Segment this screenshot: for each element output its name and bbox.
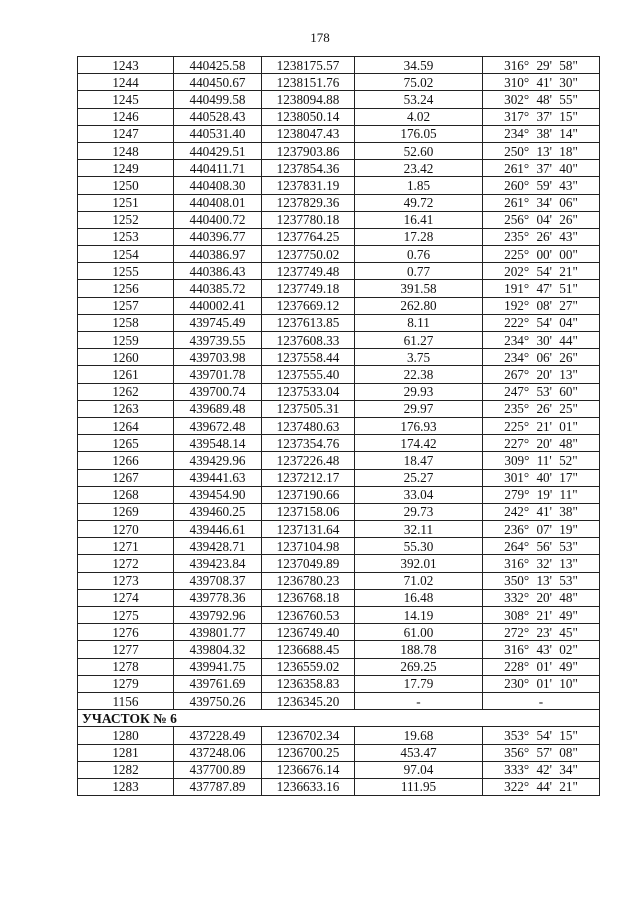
point-number-cell: 1278 (78, 658, 174, 675)
y-coordinate-cell: 1236358.83 (262, 675, 355, 692)
x-coordinate-cell: 439761.69 (174, 675, 262, 692)
distance-cell: 0.77 (355, 263, 483, 280)
y-coordinate-cell: 1238047.43 (262, 125, 355, 142)
table-row (78, 503, 600, 520)
x-coordinate-cell: 437248.06 (174, 744, 262, 761)
x-coordinate-cell: 439941.75 (174, 658, 262, 675)
point-number-cell: 1245 (78, 91, 174, 108)
x-coordinate-cell: 439423.84 (174, 555, 262, 572)
x-coordinate-cell: 440386.43 (174, 263, 262, 280)
y-coordinate-cell: 1237613.85 (262, 314, 355, 331)
direction-angle-cell: 332° 20' 48" (483, 589, 600, 606)
table-row (78, 778, 600, 795)
direction-angle-cell: 242° 41' 38" (483, 503, 600, 520)
y-coordinate-cell: 1236749.40 (262, 624, 355, 641)
direction-angle-cell: 202° 54' 21" (483, 263, 600, 280)
table-row (78, 194, 600, 211)
direction-angle-cell: 228° 01' 49" (483, 658, 600, 675)
point-number-cell: 1283 (78, 778, 174, 795)
distance-cell: 55.30 (355, 538, 483, 555)
y-coordinate-cell: 1237831.19 (262, 177, 355, 194)
table-row (78, 692, 600, 709)
direction-angle-cell: 225° 00' 00" (483, 246, 600, 263)
y-coordinate-cell: 1237226.48 (262, 452, 355, 469)
point-number-cell: 1254 (78, 246, 174, 263)
distance-cell: 176.05 (355, 125, 483, 142)
distance-cell: 17.28 (355, 228, 483, 245)
x-coordinate-cell: 439700.74 (174, 383, 262, 400)
x-coordinate-cell: 440408.01 (174, 194, 262, 211)
point-number-cell: 1248 (78, 142, 174, 159)
table-row (78, 435, 600, 452)
distance-cell: 14.19 (355, 607, 483, 624)
table-row (78, 280, 600, 297)
table-row (78, 641, 600, 658)
distance-cell: 16.48 (355, 589, 483, 606)
y-coordinate-cell: 1236700.25 (262, 744, 355, 761)
y-coordinate-cell: 1237558.44 (262, 349, 355, 366)
point-number-cell: 1282 (78, 761, 174, 778)
direction-angle-cell: 234° 38' 14" (483, 125, 600, 142)
direction-angle-cell: 316° 32' 13" (483, 555, 600, 572)
direction-angle-cell: 316° 43' 02" (483, 641, 600, 658)
y-coordinate-cell: 1237354.76 (262, 435, 355, 452)
direction-angle-cell: 264° 56' 53" (483, 538, 600, 555)
distance-cell: 23.42 (355, 160, 483, 177)
table-row (78, 555, 600, 572)
distance-cell: 17.79 (355, 675, 483, 692)
direction-angle-cell: 272° 23' 45" (483, 624, 600, 641)
x-coordinate-cell: 439801.77 (174, 624, 262, 641)
distance-cell: 19.68 (355, 727, 483, 744)
y-coordinate-cell: 1236633.16 (262, 778, 355, 795)
distance-cell: 391.58 (355, 280, 483, 297)
y-coordinate-cell: 1237190.66 (262, 486, 355, 503)
table-row (78, 177, 600, 194)
direction-angle-cell: 234° 30' 44" (483, 332, 600, 349)
x-coordinate-cell: 439804.32 (174, 641, 262, 658)
x-coordinate-cell: 439750.26 (174, 692, 262, 709)
table-row (78, 400, 600, 417)
distance-cell: 52.60 (355, 142, 483, 159)
point-number-cell: 1261 (78, 366, 174, 383)
table-row (78, 125, 600, 142)
x-coordinate-cell: 440425.58 (174, 57, 262, 74)
y-coordinate-cell: 1237829.36 (262, 194, 355, 211)
distance-cell: 174.42 (355, 435, 483, 452)
section-title: УЧАСТОК № 6 (78, 710, 600, 727)
table-row (78, 74, 600, 91)
direction-angle-cell: 261° 34' 06" (483, 194, 600, 211)
table-row (78, 607, 600, 624)
table-row (78, 744, 600, 761)
direction-angle-cell: 316° 29' 58" (483, 57, 600, 74)
table-row (78, 624, 600, 641)
direction-angle-cell: 333° 42' 34" (483, 761, 600, 778)
distance-cell: 16.41 (355, 211, 483, 228)
y-coordinate-cell: 1237764.25 (262, 228, 355, 245)
distance-cell: 33.04 (355, 486, 483, 503)
direction-angle-cell: 267° 20' 13" (483, 366, 600, 383)
distance-cell: 0.76 (355, 246, 483, 263)
y-coordinate-cell: 1237505.31 (262, 400, 355, 417)
distance-cell: 53.24 (355, 91, 483, 108)
direction-angle-cell: 260° 59' 43" (483, 177, 600, 194)
y-coordinate-cell: 1237555.40 (262, 366, 355, 383)
point-number-cell: 1257 (78, 297, 174, 314)
table-row (78, 589, 600, 606)
distance-cell: 49.72 (355, 194, 483, 211)
x-coordinate-cell: 439548.14 (174, 435, 262, 452)
x-coordinate-cell: 439428.71 (174, 538, 262, 555)
point-number-cell: 1260 (78, 349, 174, 366)
y-coordinate-cell: 1237158.06 (262, 503, 355, 520)
direction-angle-cell: 235° 26' 43" (483, 228, 600, 245)
y-coordinate-cell: 1237780.18 (262, 211, 355, 228)
point-number-cell: 1251 (78, 194, 174, 211)
y-coordinate-cell: 1237480.63 (262, 417, 355, 434)
x-coordinate-cell: 440385.72 (174, 280, 262, 297)
point-number-cell: 1250 (78, 177, 174, 194)
y-coordinate-cell: 1237049.89 (262, 555, 355, 572)
distance-cell: 75.02 (355, 74, 483, 91)
y-coordinate-cell: 1237669.12 (262, 297, 355, 314)
table-row (78, 57, 600, 74)
table-body-bottom (78, 727, 600, 796)
point-number-cell: 1244 (78, 74, 174, 91)
y-coordinate-cell: 1237749.18 (262, 280, 355, 297)
table-row (78, 142, 600, 159)
table-row (78, 469, 600, 486)
table-row (78, 675, 600, 692)
point-number-cell: 1267 (78, 469, 174, 486)
y-coordinate-cell: 1237749.48 (262, 263, 355, 280)
point-number-cell: 1275 (78, 607, 174, 624)
direction-angle-cell: 192° 08' 27" (483, 297, 600, 314)
distance-cell: 32.11 (355, 521, 483, 538)
y-coordinate-cell: 1237131.64 (262, 521, 355, 538)
direction-angle-cell: 309° 11' 52" (483, 452, 600, 469)
table-row (78, 211, 600, 228)
direction-angle-cell: 236° 07' 19" (483, 521, 600, 538)
point-number-cell: 1243 (78, 57, 174, 74)
x-coordinate-cell: 440450.67 (174, 74, 262, 91)
direction-angle-cell: 234° 06' 26" (483, 349, 600, 366)
table-row (78, 246, 600, 263)
distance-cell: 61.00 (355, 624, 483, 641)
x-coordinate-cell: 440528.43 (174, 108, 262, 125)
x-coordinate-cell: 439672.48 (174, 417, 262, 434)
table-body-top (78, 57, 600, 710)
table-row (78, 263, 600, 280)
point-number-cell: 1263 (78, 400, 174, 417)
x-coordinate-cell: 439778.36 (174, 589, 262, 606)
direction-angle-cell: 247° 53' 60" (483, 383, 600, 400)
direction-angle-cell: 225° 21' 01" (483, 417, 600, 434)
point-number-cell: 1276 (78, 624, 174, 641)
direction-angle-cell: 250° 13' 18" (483, 142, 600, 159)
x-coordinate-cell: 440400.72 (174, 211, 262, 228)
section-row (78, 710, 600, 727)
point-number-cell: 1280 (78, 727, 174, 744)
table-row (78, 160, 600, 177)
x-coordinate-cell: 439739.55 (174, 332, 262, 349)
point-number-cell: 1268 (78, 486, 174, 503)
point-number-cell: 1274 (78, 589, 174, 606)
distance-cell: 453.47 (355, 744, 483, 761)
point-number-cell: 1273 (78, 572, 174, 589)
x-coordinate-cell: 439701.78 (174, 366, 262, 383)
x-coordinate-cell: 440002.41 (174, 297, 262, 314)
table-row (78, 538, 600, 555)
distance-cell: 34.59 (355, 57, 483, 74)
point-number-cell: 1266 (78, 452, 174, 469)
x-coordinate-cell: 440396.77 (174, 228, 262, 245)
point-number-cell: 1277 (78, 641, 174, 658)
x-coordinate-cell: 439446.61 (174, 521, 262, 538)
direction-angle-cell: 350° 13' 53" (483, 572, 600, 589)
y-coordinate-cell: 1236702.34 (262, 727, 355, 744)
point-number-cell: 1269 (78, 503, 174, 520)
distance-cell: 8.11 (355, 314, 483, 331)
table-section (78, 710, 600, 727)
distance-cell: 71.02 (355, 572, 483, 589)
table-row (78, 91, 600, 108)
y-coordinate-cell: 1237104.98 (262, 538, 355, 555)
direction-angle-cell: 301° 40' 17" (483, 469, 600, 486)
point-number-cell: 1258 (78, 314, 174, 331)
table-row (78, 383, 600, 400)
distance-cell: 269.25 (355, 658, 483, 675)
table-row (78, 417, 600, 434)
y-coordinate-cell: 1237608.33 (262, 332, 355, 349)
y-coordinate-cell: 1237750.02 (262, 246, 355, 263)
page-number: 178 (310, 30, 330, 45)
x-coordinate-cell: 440386.97 (174, 246, 262, 263)
direction-angle-cell: 256° 04' 26" (483, 211, 600, 228)
point-number-cell: 1255 (78, 263, 174, 280)
point-number-cell: 1262 (78, 383, 174, 400)
point-number-cell: 1272 (78, 555, 174, 572)
direction-angle-cell: 308° 21' 49" (483, 607, 600, 624)
point-number-cell: 1256 (78, 280, 174, 297)
y-coordinate-cell: 1237212.17 (262, 469, 355, 486)
direction-angle-cell: 235° 26' 25" (483, 400, 600, 417)
distance-cell: - (355, 692, 483, 709)
x-coordinate-cell: 439689.48 (174, 400, 262, 417)
direction-angle-cell: 310° 41' 30" (483, 74, 600, 91)
distance-cell: 392.01 (355, 555, 483, 572)
table-row (78, 349, 600, 366)
x-coordinate-cell: 437700.89 (174, 761, 262, 778)
distance-cell: 29.93 (355, 383, 483, 400)
direction-angle-cell: - (483, 692, 600, 709)
table-row (78, 366, 600, 383)
x-coordinate-cell: 439703.98 (174, 349, 262, 366)
direction-angle-cell: 227° 20' 48" (483, 435, 600, 452)
point-number-cell: 1249 (78, 160, 174, 177)
point-number-cell: 1247 (78, 125, 174, 142)
x-coordinate-cell: 440499.58 (174, 91, 262, 108)
table-row (78, 486, 600, 503)
direction-angle-cell: 261° 37' 40" (483, 160, 600, 177)
table-row (78, 452, 600, 469)
table-row (78, 727, 600, 744)
direction-angle-cell: 191° 47' 51" (483, 280, 600, 297)
direction-angle-cell: 222° 54' 04" (483, 314, 600, 331)
distance-cell: 188.78 (355, 641, 483, 658)
distance-cell: 262.80 (355, 297, 483, 314)
x-coordinate-cell: 437787.89 (174, 778, 262, 795)
coordinates-table (77, 56, 600, 796)
y-coordinate-cell: 1237533.04 (262, 383, 355, 400)
direction-angle-cell: 322° 44' 21" (483, 778, 600, 795)
x-coordinate-cell: 439745.49 (174, 314, 262, 331)
distance-cell: 22.38 (355, 366, 483, 383)
x-coordinate-cell: 440531.40 (174, 125, 262, 142)
x-coordinate-cell: 439441.63 (174, 469, 262, 486)
x-coordinate-cell: 439460.25 (174, 503, 262, 520)
table-row (78, 314, 600, 331)
table-row (78, 658, 600, 675)
x-coordinate-cell: 440411.71 (174, 160, 262, 177)
x-coordinate-cell: 439708.37 (174, 572, 262, 589)
x-coordinate-cell: 439429.96 (174, 452, 262, 469)
x-coordinate-cell: 439792.96 (174, 607, 262, 624)
distance-cell: 176.93 (355, 417, 483, 434)
point-number-cell: 1279 (78, 675, 174, 692)
direction-angle-cell: 279° 19' 11" (483, 486, 600, 503)
direction-angle-cell: 353° 54' 15" (483, 727, 600, 744)
direction-angle-cell: 302° 48' 55" (483, 91, 600, 108)
table-row (78, 521, 600, 538)
point-number-cell: 1253 (78, 228, 174, 245)
point-number-cell: 1259 (78, 332, 174, 349)
point-number-cell: 1271 (78, 538, 174, 555)
distance-cell: 97.04 (355, 761, 483, 778)
distance-cell: 111.95 (355, 778, 483, 795)
x-coordinate-cell: 437228.49 (174, 727, 262, 744)
point-number-cell: 1264 (78, 417, 174, 434)
point-number-cell: 1156 (78, 692, 174, 709)
y-coordinate-cell: 1236760.53 (262, 607, 355, 624)
y-coordinate-cell: 1236559.02 (262, 658, 355, 675)
point-number-cell: 1265 (78, 435, 174, 452)
table-row (78, 332, 600, 349)
table-row (78, 297, 600, 314)
y-coordinate-cell: 1238050.14 (262, 108, 355, 125)
direction-angle-cell: 230° 01' 10" (483, 675, 600, 692)
x-coordinate-cell: 439454.90 (174, 486, 262, 503)
y-coordinate-cell: 1236768.18 (262, 589, 355, 606)
distance-cell: 1.85 (355, 177, 483, 194)
x-coordinate-cell: 440429.51 (174, 142, 262, 159)
distance-cell: 61.27 (355, 332, 483, 349)
point-number-cell: 1246 (78, 108, 174, 125)
distance-cell: 18.47 (355, 452, 483, 469)
y-coordinate-cell: 1238151.76 (262, 74, 355, 91)
distance-cell: 4.02 (355, 108, 483, 125)
direction-angle-cell: 356° 57' 08" (483, 744, 600, 761)
table-row (78, 108, 600, 125)
y-coordinate-cell: 1236345.20 (262, 692, 355, 709)
point-number-cell: 1252 (78, 211, 174, 228)
distance-cell: 29.73 (355, 503, 483, 520)
y-coordinate-cell: 1238094.88 (262, 91, 355, 108)
table-row (78, 228, 600, 245)
y-coordinate-cell: 1237854.36 (262, 160, 355, 177)
y-coordinate-cell: 1236676.14 (262, 761, 355, 778)
table-row (78, 572, 600, 589)
distance-cell: 3.75 (355, 349, 483, 366)
y-coordinate-cell: 1236688.45 (262, 641, 355, 658)
y-coordinate-cell: 1236780.23 (262, 572, 355, 589)
distance-cell: 25.27 (355, 469, 483, 486)
y-coordinate-cell: 1238175.57 (262, 57, 355, 74)
point-number-cell: 1281 (78, 744, 174, 761)
point-number-cell: 1270 (78, 521, 174, 538)
distance-cell: 29.97 (355, 400, 483, 417)
x-coordinate-cell: 440408.30 (174, 177, 262, 194)
direction-angle-cell: 317° 37' 15" (483, 108, 600, 125)
y-coordinate-cell: 1237903.86 (262, 142, 355, 159)
table-row (78, 761, 600, 778)
